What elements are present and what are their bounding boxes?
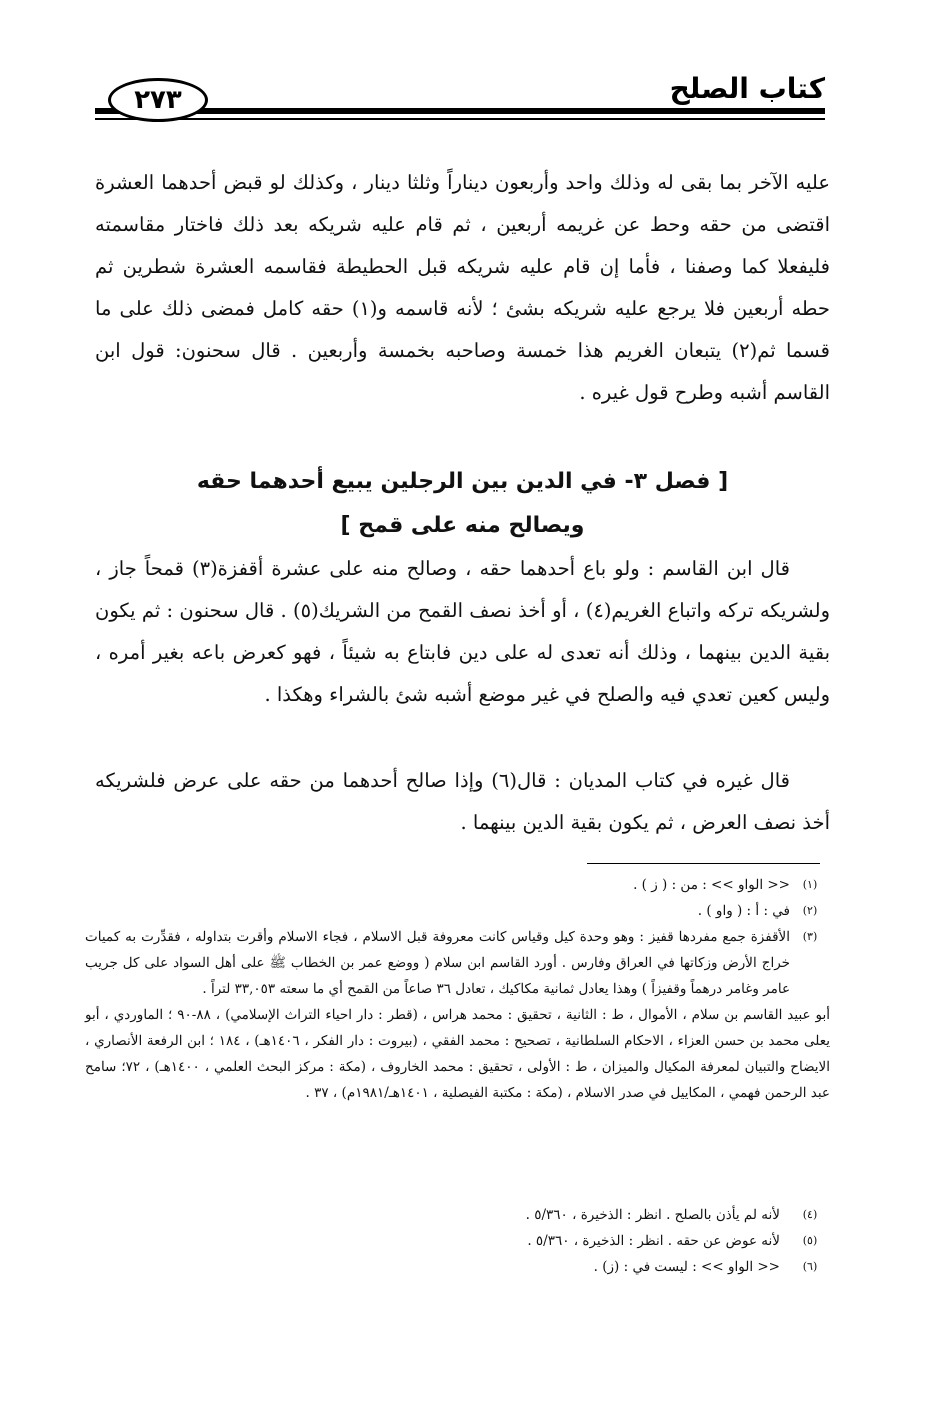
section-heading-line-2: ويصالح منه على قمح ] bbox=[340, 513, 585, 538]
page-header bbox=[95, 68, 825, 128]
footnote-number: (١) bbox=[802, 878, 818, 891]
footnotes-block-1 bbox=[85, 872, 830, 1106]
page-number: ٢٧٣ bbox=[134, 85, 182, 115]
footnote-3 bbox=[85, 924, 830, 1002]
footnote-4 bbox=[85, 1202, 830, 1228]
footnote-text: الأقفزة جمع مفردها قفيز : وهو وحدة كيل وقياس كانت معروفة قبل الاسلام ، فجاء الاسلام وأقرت بتداوله ، فقدِّرت به كميات خراج الأرض وزكاتها في العراق وفارس . أورد القاسم ابن سلام ( ووضع عمر بن الخطاب ﷺ على أهل السواد على كل جريب عامر وغامر درهماً وقفيزاً ) وهذا يعادل ثمانية مكاكيك ، تعادل ٣٦ صاعاً من القمح أي ما سعته ٣٣,٠٥٣ لتراً . bbox=[85, 929, 790, 997]
section-heading bbox=[95, 460, 830, 548]
footnote-5 bbox=[85, 1228, 830, 1254]
footnote-6 bbox=[85, 1254, 830, 1280]
footnote-text: << الواو >> : من : ( ز ) . bbox=[633, 877, 790, 893]
footnotes-block-2 bbox=[85, 1202, 830, 1280]
section-heading-line-1: [ فصل ٣- في الدين بين الرجلين يبيع أحدهما حقه bbox=[196, 469, 729, 494]
footnote-1 bbox=[85, 872, 830, 898]
footnote-number: (٥) bbox=[802, 1234, 818, 1247]
footnote-number: (٢) bbox=[802, 904, 818, 917]
footnote-3-references: أبو عبيد القاسم بن سلام ، الأموال ، ط : الثانية ، تحقيق : محمد هراس ، (قطر : دار احياء التراث الإسلامي) ، ٨٨-٩٠ ؛ الماوردي ، أبو يعلى محمد بن حسن العزاء ، الاحكام السلطانية ، تصحيح : محمد الفقي ، (بيروت : دار الفكر ، ١٤٠٦هـ) ، ١٨٤ ؛ ابن الرفعة الأنصاري ، الايضاح والتبيان لمعرفة المكيال والميزان ، ط : الأولى ، تحقيق : محمد الخاروف ، (مكة : مركز البحث العلمي ، ١٤٠٠هـ) ، ٧٢؛ سامح عبد الرحمن فهمي ، المكاييل في صدر الاسلام ، (مكة : مكتبة الفيصلية ، ١٤٠١هـ/١٩٨١م) ، ٣٧ . bbox=[85, 1007, 831, 1101]
footnote-number: (٦) bbox=[802, 1260, 818, 1273]
running-title: كتاب الصلح bbox=[669, 72, 825, 105]
footnote-number: (٤) bbox=[802, 1208, 818, 1221]
footnote-text: في : أ : ( واو ) . bbox=[697, 903, 790, 919]
footnote-text: لأنه لم يأذن بالصلح . انظر : الذخيرة ، ٥/٣٦٠ . bbox=[525, 1207, 780, 1223]
footnote-number: (٣) bbox=[802, 930, 818, 943]
paragraph-1: عليه الآخر بما بقى له وذلك واحد وأربعون ديناراً وثلثا دينار ، وكذلك لو قبض أحدهما العشرة اقتضى من حقه وحط عن غريمه أربعين ، ثم قام عليه شريكه بعد ذلك فاختار مقاسمته فليفعلا كما وصفنا ، فأما إن قام عليه شريكه قبل الحطيطة فقاسمه العشرة شطرين ثم حطه أربعين فلا يرجع عليه شريكه بشئ ؛ لأنه قاسمه و(١) حقه كامل فمضى ذلك على ما قسما ثم(٢) يتبعان الغريم هذا خمسة وصاحبه بخمسة وأربعين . قال سحنون: قول ابن القاسم أشبه وطرح قول غيره . bbox=[95, 171, 830, 404]
footnote-text: لأنه عوض عن حقه . انظر : الذخيرة ، ٥/٣٦٠ . bbox=[527, 1233, 780, 1249]
paragraph-2: قال ابن القاسم : ولو باع أحدهما حقه ، وصالح منه على عشرة أقفزة(٣) قمحاً جاز ، ولشريكه تركه واتباع الغريم(٤) ، أو أخذ نصف القمح من الشريك(٥) . قال سحنون : ثم يكون بقية الدين بينهما ، وذلك أنه تعدى له على دين فابتاع به شيئاً ، فهو كعرض باعه بغير أمره ، وليس كعين تعدي فيه والصلح في غير موضع أشبه شئ بالشراء وهكذا . bbox=[95, 557, 830, 706]
footnote-2 bbox=[85, 898, 830, 924]
footnote-separator bbox=[587, 863, 820, 864]
paragraph-3: قال غيره في كتاب المديان : قال(٦) وإذا صالح أحدهما من حقه على عرض فلشريكه أخذ نصف العرض ، ثم يكون بقية الدين بينهما . bbox=[95, 769, 830, 834]
footnote-text: << الواو >> : ليست في : (ز) . bbox=[593, 1259, 780, 1275]
page-number-badge bbox=[100, 78, 220, 124]
